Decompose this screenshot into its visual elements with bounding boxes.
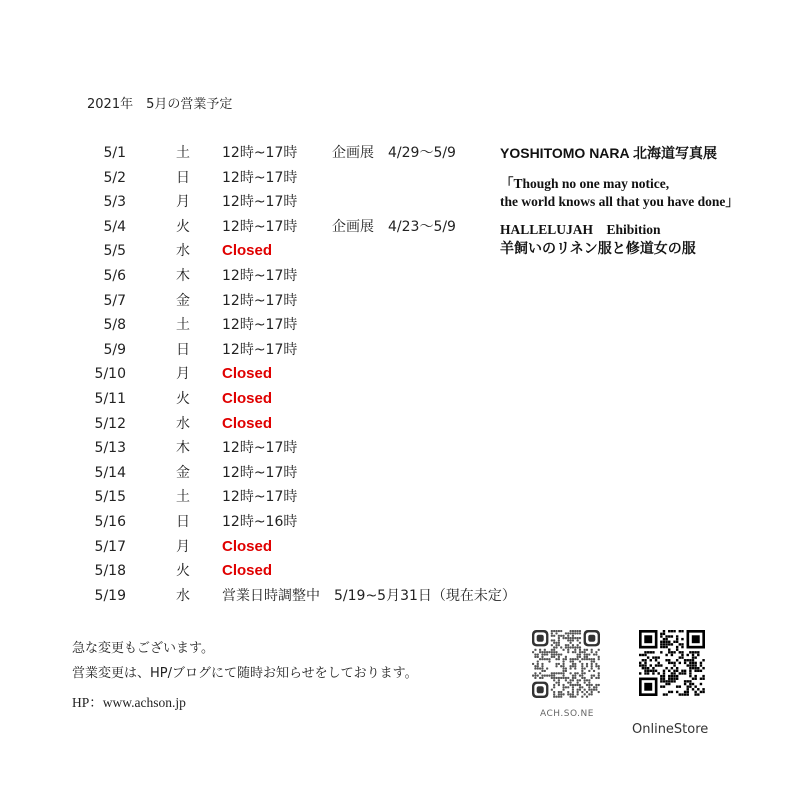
closed-label: Closed	[222, 562, 273, 580]
closed-label: Closed	[222, 390, 273, 407]
schedule-date: 5/4	[103, 218, 126, 235]
opening-hours: 12時~17時	[222, 145, 298, 161]
schedule-date: 5/10	[94, 366, 126, 383]
schedule-row	[0, 315, 800, 335]
schedule-weekday: 土	[176, 489, 190, 506]
exhibit1-quote-line2: the world knows all that you have done」	[500, 194, 739, 209]
schedule-date: 5/14	[94, 464, 126, 481]
schedule-row	[0, 340, 800, 360]
schedule-weekday: 日	[176, 169, 190, 186]
opening-hours: 12時~17時	[222, 292, 298, 309]
notice-line-2: 営業変更は、HP/ブログにて随時お知らせをしております。	[72, 666, 418, 681]
online-store-qr-label: OnlineStore	[632, 722, 709, 737]
opening-hours: 12時~17時	[222, 218, 298, 235]
schedule-date: 5/18	[94, 563, 126, 580]
schedule-date: 5/16	[94, 514, 126, 530]
opening-hours: 営業日時調整中 5/19~5月31日（現在未定）	[222, 587, 516, 604]
exhibit2-subtitle: 羊飼いのリネン服と修道女の服	[500, 241, 696, 257]
opening-hours: 12時~17時	[222, 169, 298, 186]
schedule-weekday: 月	[176, 538, 190, 555]
schedule-row	[0, 438, 800, 458]
schedule-date: 5/7	[103, 292, 126, 309]
schedule-weekday: 月	[176, 366, 190, 383]
schedule-weekday: 火	[176, 563, 190, 580]
schedule-row	[0, 487, 800, 507]
schedule-weekday: 日	[176, 514, 190, 530]
schedule-date: 5/9	[103, 341, 126, 358]
schedule-row	[0, 389, 800, 409]
schedule-weekday: 日	[176, 341, 190, 358]
opening-hours: 12時~17時	[222, 440, 298, 457]
closed-label: Closed	[222, 414, 273, 432]
schedule-date: 5/12	[94, 415, 126, 432]
opening-hours: 12時~16時	[222, 514, 298, 530]
schedule-date: 5/13	[94, 440, 126, 457]
schedule-weekday: 水	[176, 243, 190, 260]
schedule-weekday: 金	[176, 292, 190, 309]
schedule-weekday: 水	[176, 415, 190, 432]
schedule-row	[0, 364, 800, 384]
schedule-row	[0, 561, 800, 581]
exhibit1-title: YOSHITOMO NARA 北海道写真展	[500, 145, 718, 161]
ach-so-ne-qr-label: ACH.SO.NE	[540, 709, 594, 719]
opening-hours: 12時~17時	[222, 489, 298, 506]
schedule-row	[0, 291, 800, 311]
schedule-weekday: 木	[176, 268, 190, 284]
exhibition-period: 企画展 4/29〜5/9	[332, 145, 456, 161]
schedule-date: 5/3	[103, 194, 126, 211]
opening-hours: 12時~17時	[222, 268, 298, 284]
schedule-weekday: 金	[176, 464, 190, 481]
schedule-row	[0, 512, 800, 532]
opening-hours: 12時~17時	[222, 317, 298, 334]
schedule-weekday: 月	[176, 194, 190, 211]
ach-so-ne-qr-code[interactable]	[532, 630, 600, 702]
schedule-date: 5/2	[103, 169, 126, 186]
exhibition-period: 企画展 4/23〜5/9	[332, 218, 456, 235]
schedule-weekday: 火	[176, 391, 190, 407]
schedule-weekday: 木	[176, 440, 190, 457]
schedule-date: 5/19	[94, 587, 126, 604]
schedule-date: 5/15	[94, 489, 126, 506]
schedule-row	[0, 463, 800, 483]
schedule-row	[0, 537, 800, 557]
schedule-date: 5/5	[103, 243, 126, 260]
schedule-weekday: 水	[176, 587, 190, 604]
homepage-link[interactable]: HP：www.achson.jp	[72, 695, 186, 710]
schedule-weekday: 土	[176, 145, 190, 161]
online-store-qr-code[interactable]	[639, 630, 705, 706]
exhibit2-title: HALLELUJAH Ehibition	[500, 222, 661, 237]
schedule-date: 5/17	[94, 538, 126, 555]
schedule-row	[0, 414, 800, 434]
closed-label: Closed	[222, 242, 273, 260]
opening-hours: 12時~17時	[222, 464, 298, 481]
closed-label: Closed	[222, 537, 273, 555]
schedule-weekday: 土	[176, 317, 190, 334]
opening-hours: 12時~17時	[222, 194, 298, 211]
schedule-date: 5/11	[94, 391, 126, 407]
opening-hours: 12時~17時	[222, 341, 298, 358]
schedule-row	[0, 586, 800, 606]
notice-line-1: 急な変更もございます。	[72, 641, 214, 656]
closed-label: Closed	[222, 365, 273, 383]
exhibition-info	[500, 0, 739, 270]
schedule-date: 5/6	[103, 268, 126, 284]
schedule-weekday: 火	[176, 218, 190, 235]
schedule-date: 5/8	[103, 317, 126, 334]
schedule-title: 2021年 5月の営業予定	[87, 97, 233, 112]
schedule-date: 5/1	[103, 145, 126, 161]
exhibit1-quote-line1: 「Though no one may notice,	[500, 176, 670, 191]
